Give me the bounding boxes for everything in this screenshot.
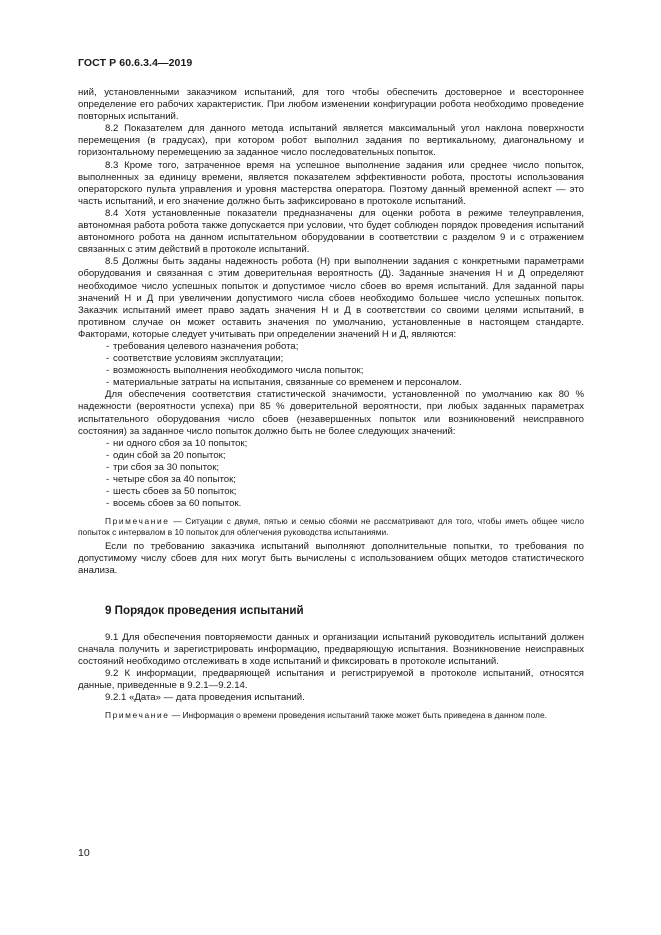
note-text: — Информация о времени проведения испытаний также может быть приведена в данном поле. <box>169 710 547 721</box>
paragraph-extra-attempts: Если по требованию заказчика испытаний выполняют дополнительные попытки, то требования по допустимому числу сбоев для них могут быть вычислены с использованием общих методов статистического анализа. <box>78 541 584 577</box>
note-date <box>78 710 584 721</box>
list-item: - материальные затраты на испытания, связанные со временем и персоналом. <box>106 377 462 389</box>
list-item: - соответствие условиям эксплуатации; <box>106 353 284 365</box>
list-item: - четыре сбоя за 40 попыток; <box>106 474 236 485</box>
standard-header: ГОСТ Р 60.6.3.4—2019 <box>78 57 193 69</box>
list-item: - один сбой за 20 попыток; <box>106 449 226 461</box>
list-item: - шесть сбоев за 50 попыток; <box>106 486 237 498</box>
list-item: - возможность выполнения необходимого числа попыток; <box>106 365 364 377</box>
paragraph-8-2: 8.2 Показателем для данного метода испытаний является максимальный угол наклона поверхности перемещения (в градусах), при котором робот выполнил задания по вертикальному, диагональному и горизонтальному перемещению за заданное число последовательных попыток. <box>78 123 584 159</box>
note-failures <box>78 516 584 538</box>
section-heading: 9 Порядок проведения испытаний <box>105 603 304 617</box>
note-label: Примечание <box>105 516 170 527</box>
note-text: — Ситуации с двумя, пятью и семью сбоями не рассматривают для того, чтобы иметь общее число попыток с интервалом в 10 попыток для облегчения руководства испытаниями. <box>78 516 584 538</box>
list-item: - восемь сбоев за 60 попыток. <box>106 498 242 510</box>
page-number: 10 <box>78 847 90 859</box>
paragraph-8-3: 8.3 Кроме того, затраченное время на успешное выполнение задания или среднее число попыток, выполненных за единицу времени, является показателем эффективности робота, простоты использования операторского пульта управления и уровня мастерства оператора. Поэтому данный временной аспект — это часть испытаний, и его значение должно быть зафиксировано в протоколе испытаний. <box>78 159 584 207</box>
paragraph-statistics: Для обеспечения соответствия статистической значимости, установленной по умолчанию как 80 % надежности (вероятности успеха) при 85 % доверительной вероятности, при любых заданных параметрах испытательного оборудования число сбоев (незавершенных попыток или возникновений неисправного состояния) за заданное число попыток должно быть не более следующих значений: <box>78 389 584 437</box>
paragraph-8-4: 8.4 Хотя установленные показатели предназначены для оценки робота в режиме телеуправления, автономная работа робота также допускается при условии, что будет соблюден порядок проведения испытаний автономного робота на данном испытательном оборудовании в соответствии с разделом 9 и с отражением связанных с этим действий в протоколе испытаний. <box>78 207 584 256</box>
list-item: - требования целевого назначения робота; <box>106 340 299 352</box>
factors-list <box>78 341 584 389</box>
paragraph-9-2: 9.2 К информации, предваряющей испытания и регистрируемой в протоколе испытаний, относятся данные, приведенные в 9.2.1—9.2.14. <box>78 667 584 692</box>
list-item: - три сбоя за 30 попыток; <box>106 461 220 473</box>
paragraph-continuation: ний, установленными заказчиком испытаний, для того чтобы обеспечить достоверное и всестороннее определение его рабочих характеристик. При любом изменении конфигурации робота необходимо проведение повторных испытаний. <box>78 87 584 123</box>
note-label: Примечание <box>105 710 170 721</box>
paragraph-9-1: 9.1 Для обеспечения повторяемости данных и организации испытаний руководитель испытаний должен сначала получить и зарегистрировать информацию, предваряющую испытания. Возникновение неисправных состояний необходимо отслеживать в ходе испытаний и фиксировать в протоколе испытаний. <box>78 631 584 667</box>
list-item: - ни одного сбоя за 10 попыток; <box>106 437 248 449</box>
page-content <box>78 87 584 721</box>
paragraph-8-5: 8.5 Должны быть заданы надежность робота (Н) при выполнении задания с конкретными параметрами оборудования и связанная с этим доверительная вероятность (Д). Заданные значения Н и Д определяют необходимое число успешных попыток и допустимое число сбоев во время испытаний. Для заданной пары значений Н и Д при увеличении допустимого числа сбоев необходимо большее число успешных попыток. Заказчик испытаний имеет право задать значения Н и Д в соответствии со своими целями испытаний, в противном случае он может оставить значения по умолчанию, установленные в настоящем стандарте. Факторами, которые следует учитывать при определении значений Н и Д, являются: <box>78 256 584 340</box>
paragraph-9-2-1: 9.2.1 «Дата» — дата проведения испытаний. <box>105 692 305 704</box>
failures-list <box>78 438 584 511</box>
